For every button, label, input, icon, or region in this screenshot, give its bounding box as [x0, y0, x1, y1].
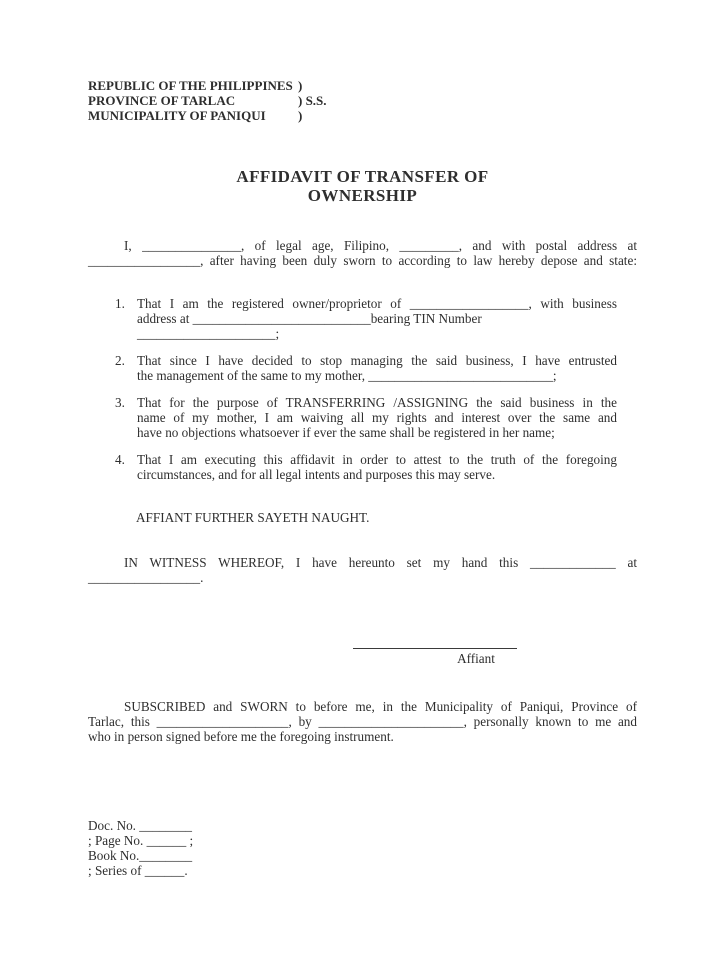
statement-item-2 [115, 353, 637, 383]
witness-line2: _________________. [88, 570, 204, 585]
statement-item-3 [115, 395, 637, 440]
document-title [88, 167, 637, 205]
notarial-docket [88, 818, 637, 878]
statement-number-2: 2. [115, 353, 125, 368]
statement-item-1 [115, 296, 637, 341]
statement-2-line1: That since I have decided to stop managing the said business, I have entrusted [137, 353, 617, 368]
jurat-line1: SUBSCRIBED and SWORN to before me, in the Municipality of Paniqui, Province of [124, 699, 637, 714]
venue-line-province [88, 93, 637, 108]
docket-page-no: ; Page No. ______ ; [88, 833, 194, 848]
statement-1-line1: That I am the registered owner/proprietor of __________________, with business [137, 296, 617, 311]
venue-line-municipality [88, 108, 637, 123]
statement-4-line1: That I am executing this affidavit in order to attest to the truth of the foregoing [137, 452, 617, 467]
statement-number-1: 1. [115, 296, 125, 311]
docket-book-no: Book No.________ [88, 848, 193, 863]
statement-number-3: 3. [115, 395, 125, 410]
witness-paragraph [88, 555, 637, 585]
statement-text-4 [137, 452, 617, 482]
venue-paren-republic: ) [298, 78, 303, 93]
witness-line1: IN WITNESS WHEREOF, I have hereunto set my hand this _____________ at [124, 555, 637, 570]
jurat-line2: Tarlac, this ____________________, by ______________________, personally known to me and [88, 714, 637, 729]
document-title-line1: AFFIDAVIT OF TRANSFER OF [236, 167, 489, 186]
statement-text-2 [137, 353, 617, 383]
statement-3-line2: name of my mother, I am waiving all my rights and interest over the same and [137, 410, 617, 425]
venue-place-municipality: MUNICIPALITY OF PANIQUI [88, 108, 266, 123]
docket-doc-no: Doc. No. ________ [88, 818, 193, 833]
statement-item-4 [115, 452, 637, 482]
statement-text-1 [137, 296, 617, 341]
venue-paren-municipality: ) [298, 108, 303, 123]
venue-place-province: PROVINCE OF TARLAC [88, 93, 236, 108]
docket-series-of: ; Series of ______. [88, 863, 188, 878]
statement-2-line2: the management of the same to my mother, ____________________________; [137, 368, 557, 383]
statement-3-line1: That for the purpose of TRANSFERRING /ASSIGNING the said business in the [137, 395, 617, 410]
jurat-line3: who in person signed before me the foregoing instrument. [88, 729, 394, 744]
statement-1-line2: address at ___________________________bearing TIN Number _____________________; [137, 311, 482, 341]
statement-list [88, 296, 637, 482]
jurat-paragraph [88, 699, 637, 744]
statement-3-line3: have no objections whatsoever if ever the same shall be registered in her name; [137, 425, 555, 440]
signature-line [353, 648, 517, 649]
intro-line2: _________________, after having been duly sworn to according to law hereby depose and state: [88, 253, 637, 268]
statement-text-3 [137, 395, 617, 440]
intro-line1: I, _______________, of legal age, Filipino, _________, and with postal address at [124, 238, 637, 253]
venue-place-republic: REPUBLIC OF THE PHILIPPINES [88, 78, 293, 93]
statement-4-line2: circumstances, and for all legal intents and purposes this may serve. [137, 467, 496, 482]
affiant-label: Affiant [457, 651, 495, 666]
document-title-line2: OWNERSHIP [307, 186, 418, 205]
signature-block [353, 648, 517, 666]
statement-number-4: 4. [115, 452, 125, 467]
intro-paragraph [88, 238, 637, 268]
venue-paren-province: ) S.S. [298, 93, 327, 108]
venue-caption [88, 78, 637, 123]
venue-line-republic [88, 78, 637, 93]
sayeth-naught-line: AFFIANT FURTHER SAYETH NAUGHT. [136, 510, 370, 525]
